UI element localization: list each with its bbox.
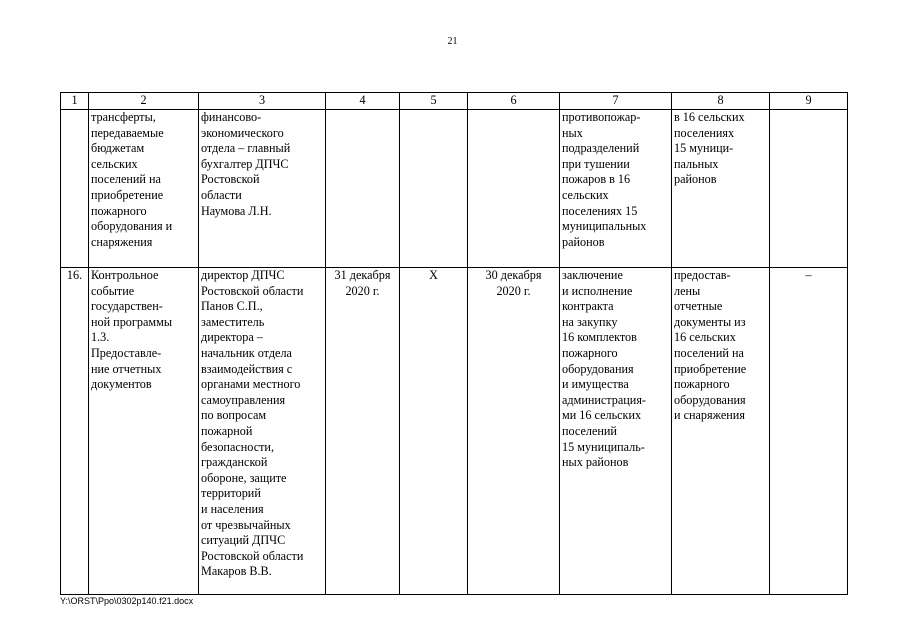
table-cell: [770, 110, 848, 268]
cell-line: 16 сельских: [674, 330, 736, 345]
cell-line: 16.: [66, 268, 83, 282]
file-path-footer: Y:\ORST\Ppo\0302p140.f21.docx: [60, 596, 194, 606]
cell-line: и исполнение: [562, 283, 633, 298]
cell-line: по вопросам: [201, 408, 267, 423]
column-header: 6: [468, 93, 560, 110]
cell-line: приобретение: [91, 187, 164, 202]
cell-line: поселениях: [674, 125, 735, 140]
cell-line: ситуаций ДПЧС: [201, 533, 286, 548]
cell-line: подразделений: [562, 141, 640, 156]
cell-line: пожарного: [91, 203, 147, 218]
cell-line: поселений на: [91, 172, 161, 187]
cell-line: самоуправления: [201, 392, 286, 407]
table-cell: [400, 268, 468, 595]
cell-line: начальник отдела: [201, 345, 292, 360]
cell-line: 2020 г.: [496, 283, 531, 298]
cell-line: поселениях 15: [562, 203, 638, 218]
cell-line: ние отчетных: [91, 361, 162, 376]
cell-line: Ростовской области: [201, 548, 304, 563]
table-cell: [400, 110, 468, 268]
cell-line: ми 16 сельских: [562, 408, 642, 423]
page-number: 21: [447, 36, 458, 47]
cell-line: контракта: [562, 299, 614, 314]
cell-line: территорий: [201, 486, 261, 501]
table-cell: [61, 268, 89, 595]
cell-line: Ростовской области: [201, 283, 304, 298]
cell-line: при тушении: [562, 156, 630, 171]
cell-line: администрация-: [562, 392, 646, 407]
cell-line: ных районов: [562, 455, 629, 470]
cell-line: оборудования: [674, 392, 746, 407]
cell-line: 15 муниципаль-: [562, 439, 645, 454]
cell-line: 31 декабря: [334, 268, 391, 282]
column-header: 2: [89, 93, 199, 110]
cell-line: Наумова Л.Н.: [201, 203, 272, 218]
cell-line: поселений: [562, 423, 617, 438]
cell-line: сельских: [91, 156, 138, 171]
table-cell: [560, 268, 672, 595]
column-header: 1: [61, 93, 89, 110]
table-cell: [89, 268, 199, 595]
cell-line: поселений на: [674, 345, 744, 360]
table-cell: [672, 110, 770, 268]
cell-line: передаваемые: [91, 125, 164, 140]
cell-line: заключение: [562, 268, 623, 282]
cell-line: документов: [91, 377, 152, 392]
cell-line: в 16 сельских: [674, 110, 745, 124]
cell-line: Панов С.П.,: [201, 299, 263, 314]
cell-line: взаимодействия с: [201, 361, 293, 376]
column-header: 8: [672, 93, 770, 110]
cell-line: ной программы: [91, 314, 173, 329]
cell-line: Контрольное: [91, 268, 159, 282]
cell-line: 2020 г.: [345, 283, 380, 298]
column-header: 4: [326, 93, 400, 110]
cell-line: финансово-: [201, 110, 262, 124]
cell-line: отдела – главный: [201, 141, 291, 156]
cell-line: директор ДПЧС: [201, 268, 285, 282]
table-cell: [672, 268, 770, 595]
cell-line: сельских: [562, 187, 609, 202]
cell-line: государствен-: [91, 299, 163, 314]
cell-line: 16 комплектов: [562, 330, 637, 345]
cell-line: 15 муници-: [674, 141, 734, 156]
cell-line: приобретение: [674, 361, 747, 376]
table-cell: [468, 268, 560, 595]
table-cell: [326, 110, 400, 268]
cell-line: муниципальных: [562, 219, 647, 234]
cell-line: оборудования: [562, 361, 634, 376]
cell-line: снаряжения: [91, 234, 153, 249]
header-row: [61, 93, 848, 110]
cell-line: отчетные: [674, 299, 723, 314]
cell-line: документы из: [674, 314, 746, 329]
table-cell: [326, 268, 400, 595]
table-cell: [61, 110, 89, 268]
cell-line: ных: [562, 125, 583, 140]
cell-line: оборудования и: [91, 219, 173, 234]
table-cell: [199, 268, 326, 595]
cell-line: пожарного: [674, 377, 730, 392]
cell-line: области: [201, 187, 242, 202]
cell-line: экономического: [201, 125, 284, 140]
cell-line: и населения: [201, 501, 264, 516]
cell-line: безопасности,: [201, 439, 275, 454]
cell-line: Х: [429, 268, 438, 282]
cell-line: 30 декабря: [485, 268, 542, 282]
cell-line: противопожар-: [562, 110, 641, 124]
cell-line: 1.3.: [91, 330, 110, 345]
table-cell: [770, 268, 848, 595]
cell-line: –: [805, 268, 812, 282]
cell-line: Предоставле-: [91, 345, 162, 360]
cell-line: органами местного: [201, 377, 301, 392]
table-cell: [560, 110, 672, 268]
cell-line: бухгалтер ДПЧС: [201, 156, 289, 171]
cell-line: пожаров в 16: [562, 172, 631, 187]
cell-line: пожарного: [562, 345, 618, 360]
cell-line: заместитель: [201, 314, 265, 329]
cell-line: пальных: [674, 156, 719, 171]
table-row: [61, 268, 848, 595]
table-cell: [89, 110, 199, 268]
table-cell: [468, 110, 560, 268]
cell-line: Макаров В.В.: [201, 564, 272, 579]
column-header: 3: [199, 93, 326, 110]
plan-table: [60, 92, 848, 595]
cell-line: и снаряжения: [674, 408, 745, 423]
cell-line: директора –: [201, 330, 263, 345]
cell-line: бюджетам: [91, 141, 145, 156]
column-header: 9: [770, 93, 848, 110]
table-row: [61, 110, 848, 268]
cell-line: трансферты,: [91, 110, 156, 124]
cell-line: событие: [91, 283, 135, 298]
cell-line: гражданской: [201, 455, 268, 470]
cell-line: и имущества: [562, 377, 629, 392]
cell-line: предостав-: [674, 268, 731, 282]
cell-line: обороне, защите: [201, 470, 287, 485]
cell-line: лены: [674, 283, 701, 298]
cell-line: районов: [562, 234, 605, 249]
cell-line: на закупку: [562, 314, 618, 329]
column-header: 7: [560, 93, 672, 110]
column-header: 5: [400, 93, 468, 110]
cell-line: Ростовской: [201, 172, 260, 187]
cell-line: пожарной: [201, 423, 253, 438]
cell-line: районов: [674, 172, 717, 187]
cell-line: от чрезвычайных: [201, 517, 291, 532]
table-cell: [199, 110, 326, 268]
